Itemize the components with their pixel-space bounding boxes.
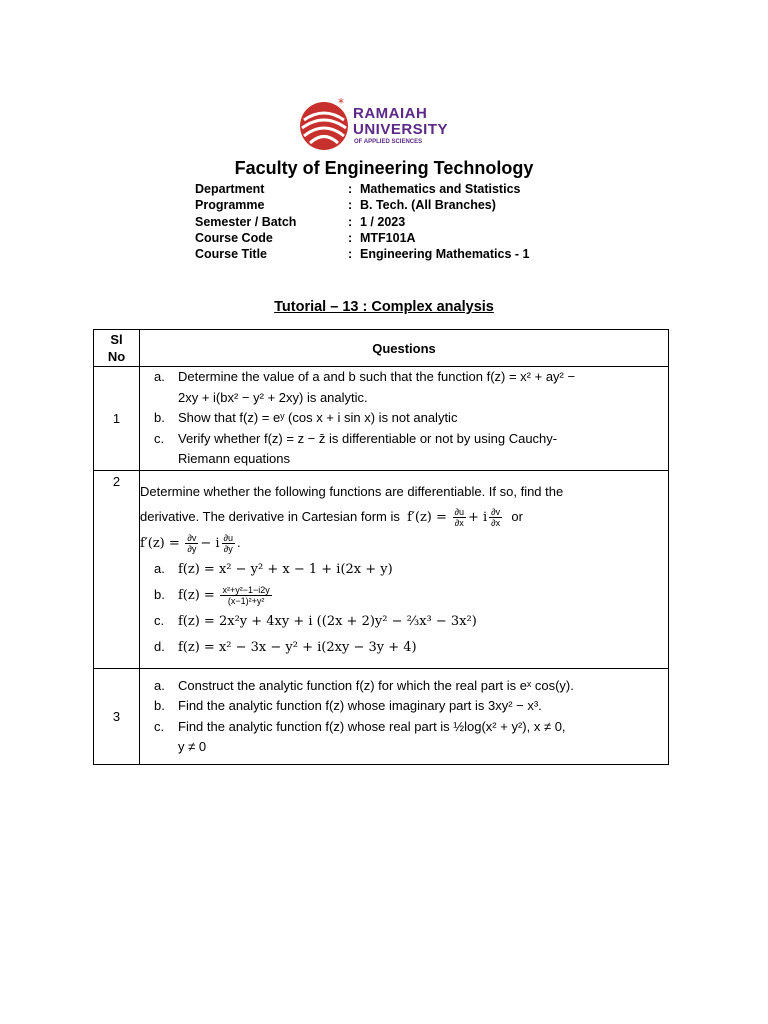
meta-key: Course Title [195,247,268,262]
fraction-du-dx [453,507,466,528]
frac-num: ∂u [223,533,233,544]
meta-colon: : [348,230,353,245]
meta-value: Mathematics and Statistics [360,182,521,196]
item-marker: b. [154,698,165,713]
subquestion-text: Construct the analytic function f(z) for which the real part is eˣ cos(y). [178,677,574,693]
subquestion-2d [140,634,668,660]
subquestion-1a [140,367,668,388]
question-number: 2 [94,471,140,669]
tutorial-title: Tutorial – 13 : Complex analysis [274,299,494,315]
question-row-2 [94,471,669,669]
subquestion-continuation: 2xy + i(bx² − y² + 2xy) is analytic. [178,389,368,405]
meta-colon: : [348,214,353,229]
derivative-line-2: f′(z) = $\frac{\partial v}{\partial y}$ − i $\frac{\partial u}{\partial y}$ . [140,533,241,555]
frac-den: ∂x [454,518,464,529]
item-marker: c. [154,613,165,628]
or-text: or [511,509,523,524]
subquestion-text: y ≠ 0 [178,739,207,754]
item-marker: a. [154,677,165,693]
derivative-line-1 [140,504,668,530]
fprime-label: f′(z) = [140,536,180,551]
university-logo [298,96,478,156]
frac-den: ∂y [187,544,197,555]
item-marker: a. [154,369,165,385]
minus-i: − i [200,536,220,551]
item-marker: c. [154,718,165,734]
subquestion-text: Find the analytic function f(z) whose real part is ½log(x² + y²), x ≠ 0, [178,718,566,734]
item-marker: a. [154,561,165,576]
subquestion-text: f(z) = 2x²y + 4xy + i ((2x + 2)y² − ⅔x³ − 3x²) [178,614,477,629]
fraction-dv-dx [489,507,502,528]
meta-value: Engineering Mathematics - 1 [360,247,530,262]
question-row-3 [94,669,669,765]
logo-line-1: RAMAIAH [353,105,428,122]
fraction-du-dy [222,533,235,554]
question-2-content [140,471,669,669]
table-header-row [94,330,669,367]
subquestion-text: f(z) = x² − y² + x − 1 + i(2x + y) [178,562,393,577]
subquestion-text: Verify whether f(z) = z − z̄ is differentiable or not by using Cauchy- [178,430,558,446]
logo-line-3: OF APPLIED SCIENCES [354,139,423,145]
subquestion-lhs: f(z) = [178,588,215,603]
frac-den: ∂x [491,518,501,529]
item-marker: b. [154,410,165,426]
subquestion-3c [140,717,668,738]
frac-den: ∂y [223,544,233,555]
item-marker: c. [154,430,165,446]
frac-num: x²+y²−1−i2y [222,585,270,596]
fprime-label: f′(z) = [407,510,447,525]
question-row-1 [94,367,669,471]
question-number: 3 [94,669,140,765]
question-intro: Determine whether the following functions are differentiable. If so, find the [140,484,564,499]
subquestion-1b [140,408,668,429]
header-sl-no [94,330,140,367]
meta-value: B. Tech. (All Branches) [360,198,496,213]
frac-num: ∂v [187,533,197,544]
logo-emblem-icon [298,96,350,152]
subquestion-text: Show that f(z) = eʸ (cos x + i sin x) is not analytic [178,410,458,426]
header-no: No [107,349,126,364]
frac-num: ∂u [454,507,464,518]
item-marker: b. [154,587,165,602]
question-number: 1 [94,367,140,471]
meta-value: MTF101A [360,230,416,245]
subquestion-continuation [140,737,668,758]
fraction-dv-dy [185,533,198,554]
subquestion-3b [140,696,668,717]
subquestion-2c [140,608,668,634]
frac-num: ∂v [491,507,501,518]
meta-value: 1 / 2023 [360,214,406,229]
subquestion-2a [140,556,668,582]
derivative-text: derivative. The derivative in Cartesian form is [140,509,400,524]
subquestion-1c [140,429,668,450]
header-questions: Questions [140,330,669,367]
meta-key: Course Code [195,230,273,245]
meta-colon: : [348,182,353,196]
logo-line-2: UNIVERSITY [353,121,449,138]
meta-key: Department [195,182,265,196]
subquestion-3a [140,676,668,697]
subquestion-text: Find the analytic function f(z) whose imaginary part is 3xy² − x³. [178,698,542,713]
plus-i: + i [467,510,488,525]
subquestion-2b [140,582,668,608]
meta-key: Programme [195,198,265,213]
subquestion-continuation: Riemann equations [178,451,291,467]
meta-key: Semester / Batch [195,214,297,229]
question-1-content [140,367,669,471]
header-sl: Sl [110,332,123,347]
meta-colon: : [348,247,353,262]
frac-den: (x−1)²+y² [227,596,265,607]
subquestion-text: f(z) = x² − 3x − y² + i(2xy − 3y + 4) [178,640,417,655]
item-marker: d. [154,639,165,654]
meta-colon: : [348,198,353,213]
faculty-title: Faculty of Engineering Technology [234,158,534,178]
questions-table [93,329,669,765]
question-3-content [140,669,669,765]
fraction-2b [220,585,271,606]
subquestion-text: Determine the value of a and b such that the function f(z) = x² + ay² − [178,369,576,385]
svg-text:*: * [338,96,344,110]
